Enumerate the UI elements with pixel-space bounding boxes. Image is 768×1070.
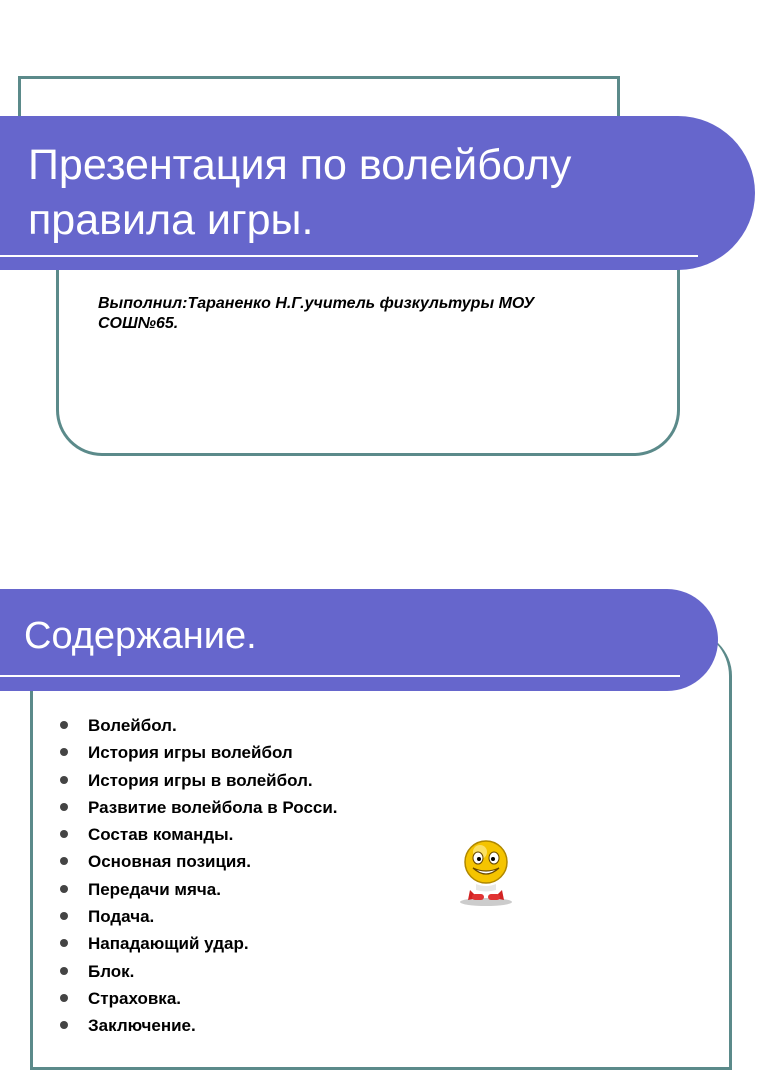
bullet-icon bbox=[60, 885, 68, 893]
contents-underline bbox=[0, 675, 680, 677]
list-item-label: Волейбол. bbox=[88, 716, 177, 735]
list-item-label: Подача. bbox=[88, 907, 155, 927]
list-item-label: Страховка. bbox=[88, 988, 181, 1008]
list-item[interactable] bbox=[58, 848, 338, 875]
bullet-icon bbox=[60, 748, 68, 756]
author-subtitle bbox=[98, 294, 638, 334]
list-item[interactable] bbox=[58, 821, 338, 848]
list-item-label: Состав команды. bbox=[88, 825, 234, 845]
slide-title-line2: правила игры. bbox=[28, 196, 314, 244]
list-item-label: Основная позиция. bbox=[88, 852, 252, 872]
contents-title: Содержание. bbox=[24, 615, 257, 657]
list-item-label: Развитие волейбола в Росси. bbox=[88, 797, 338, 817]
list-item[interactable] bbox=[58, 985, 338, 1012]
slide-title-line1: Презентация по волейболу bbox=[28, 141, 572, 189]
list-item[interactable] bbox=[58, 876, 338, 903]
list-item-label: Нападающий удар. bbox=[88, 934, 249, 954]
contents-slide bbox=[0, 512, 768, 1036]
title-banner bbox=[0, 116, 755, 270]
bullet-icon bbox=[60, 967, 68, 975]
bullet-icon bbox=[60, 994, 68, 1002]
author-line2: СОШ№65. bbox=[98, 315, 179, 332]
title-slide bbox=[0, 0, 768, 512]
list-item[interactable] bbox=[58, 958, 338, 985]
list-item-label: История игры волейбол bbox=[88, 743, 293, 763]
list-item[interactable] bbox=[58, 930, 338, 957]
list-item[interactable] bbox=[58, 794, 338, 821]
smiley-face-icon bbox=[456, 838, 516, 908]
bullet-icon bbox=[60, 803, 68, 811]
bullet-icon bbox=[60, 830, 68, 838]
list-item[interactable] bbox=[58, 903, 338, 930]
title-underline bbox=[0, 255, 698, 257]
list-item[interactable] bbox=[58, 712, 338, 739]
author-line1: Выполнил:Тараненко Н.Г.учитель физкультуры МОУ bbox=[98, 295, 535, 312]
list-item[interactable] bbox=[58, 739, 338, 766]
list-item-label: Заключение. bbox=[88, 1016, 196, 1036]
list-item[interactable] bbox=[58, 1012, 338, 1039]
bullet-icon bbox=[60, 721, 68, 729]
list-item[interactable] bbox=[58, 767, 338, 794]
list-item-label: История игры в волейбол. bbox=[88, 770, 313, 790]
bullet-icon bbox=[60, 776, 68, 784]
bullet-icon bbox=[60, 939, 68, 947]
contents-list bbox=[58, 712, 338, 1040]
list-item-label: Блок. bbox=[88, 961, 135, 981]
bullet-icon bbox=[60, 857, 68, 865]
bullet-icon bbox=[60, 912, 68, 920]
slide-title bbox=[28, 138, 708, 248]
list-item-label: Передачи мяча. bbox=[88, 879, 221, 899]
bullet-icon bbox=[60, 1021, 68, 1029]
